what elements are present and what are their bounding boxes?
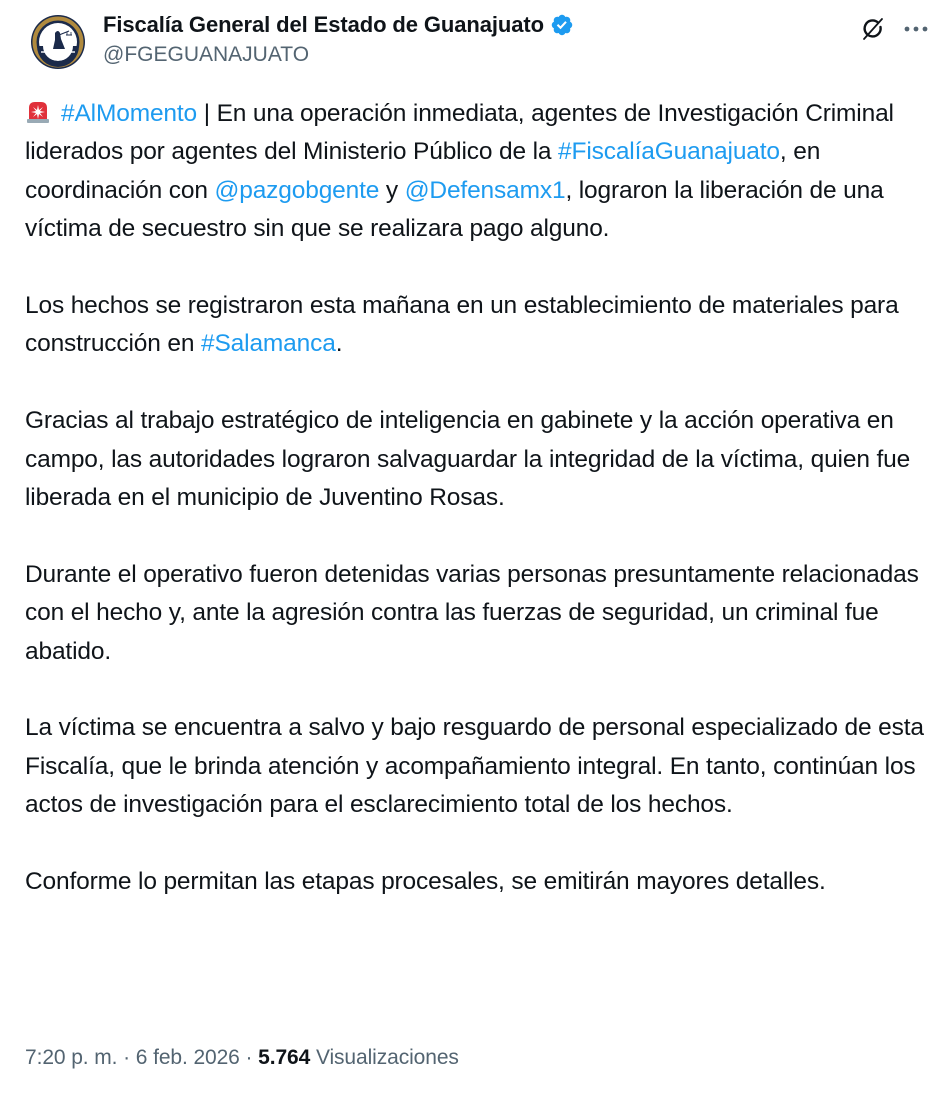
author-handle[interactable]: @FGEGUANAJUATO xyxy=(103,43,310,66)
paragraph-3: Gracias al trabajo estratégico de inteligencia en gabinete y la acción operativa en campo, las autoridades lograron salvaguardar la integridad de la víctima, quien fue liberada en el municipio de Juventino Rosas. xyxy=(25,407,911,512)
grok-button[interactable] xyxy=(858,14,888,44)
more-dots-icon xyxy=(903,25,929,33)
avatar[interactable] xyxy=(29,13,87,71)
views-count: 5.764 xyxy=(258,1046,311,1069)
fiscalia-seal-icon xyxy=(29,13,87,71)
separator: · xyxy=(117,1046,136,1069)
hashtag-salamanca-link[interactable]: #Salamanca xyxy=(201,330,336,358)
more-options-button[interactable] xyxy=(900,14,932,44)
tweet-header xyxy=(0,0,942,80)
grok-icon xyxy=(859,15,887,43)
display-name[interactable]: Fiscalía General del Estado de Guanajuato xyxy=(103,12,544,37)
text-segment: , en coordinación con xyxy=(25,138,821,204)
author-block xyxy=(103,10,574,67)
separator: · xyxy=(239,1046,259,1069)
paragraph-1 xyxy=(25,95,935,249)
timestamp-link[interactable] xyxy=(25,1046,240,1069)
tweet-meta xyxy=(25,1046,459,1070)
verified-badge-icon[interactable] xyxy=(550,13,574,37)
paragraph-4: Durante el operativo fueron detenidas varias personas presuntamente relacionadas con el hecho y, ante la agresión contra las fuerzas de seguridad, un criminal fue abatido. xyxy=(25,560,919,665)
views-label: Visualizaciones xyxy=(310,1046,459,1069)
tweet-time: 7:20 p. m. xyxy=(25,1046,118,1069)
text-segment: . xyxy=(335,330,343,358)
text-segment: Los hechos se registraron esta mañana en un establecimiento de materiales para construcción en xyxy=(25,292,899,358)
text-segment: , lograron la liberación de una víctima de secuestro sin que se realizara pago alguno. xyxy=(25,176,884,243)
paragraph-2 xyxy=(25,287,935,364)
text-segment: | En una operación inmediata, agentes de Investigación Criminal liderados por agentes del Ministerio Público de la xyxy=(25,100,894,166)
tweet-date: 6 feb. 2026 xyxy=(135,1046,240,1069)
hashtag-fiscaliaguanajuato-link[interactable]: #FiscalíaGuanajuato xyxy=(558,138,780,166)
display-name-row xyxy=(103,10,574,40)
mention-defensamx1-link[interactable]: @Defensamx1 xyxy=(404,176,566,204)
paragraph-5: La víctima se encuentra a salvo y bajo resguardo de personal especializado de esta Fiscalía, que le brinda atención y acompañamiento integral. En tanto, continúan los actos de investigación para el esclarecimiento total de los hechos. xyxy=(25,714,924,819)
paragraph-6: Conforme lo permitan las etapas procesales, se emitirán mayores detalles. xyxy=(25,868,826,896)
views-link[interactable] xyxy=(258,1046,459,1069)
tweet-text xyxy=(25,95,935,901)
mention-pazgobgente-link[interactable]: @pazgobgente xyxy=(214,176,380,204)
police-light-emoji-icon xyxy=(25,99,51,125)
hashtag-almomento-link[interactable]: #AlMomento xyxy=(61,100,198,127)
text-segment: y xyxy=(379,176,405,204)
